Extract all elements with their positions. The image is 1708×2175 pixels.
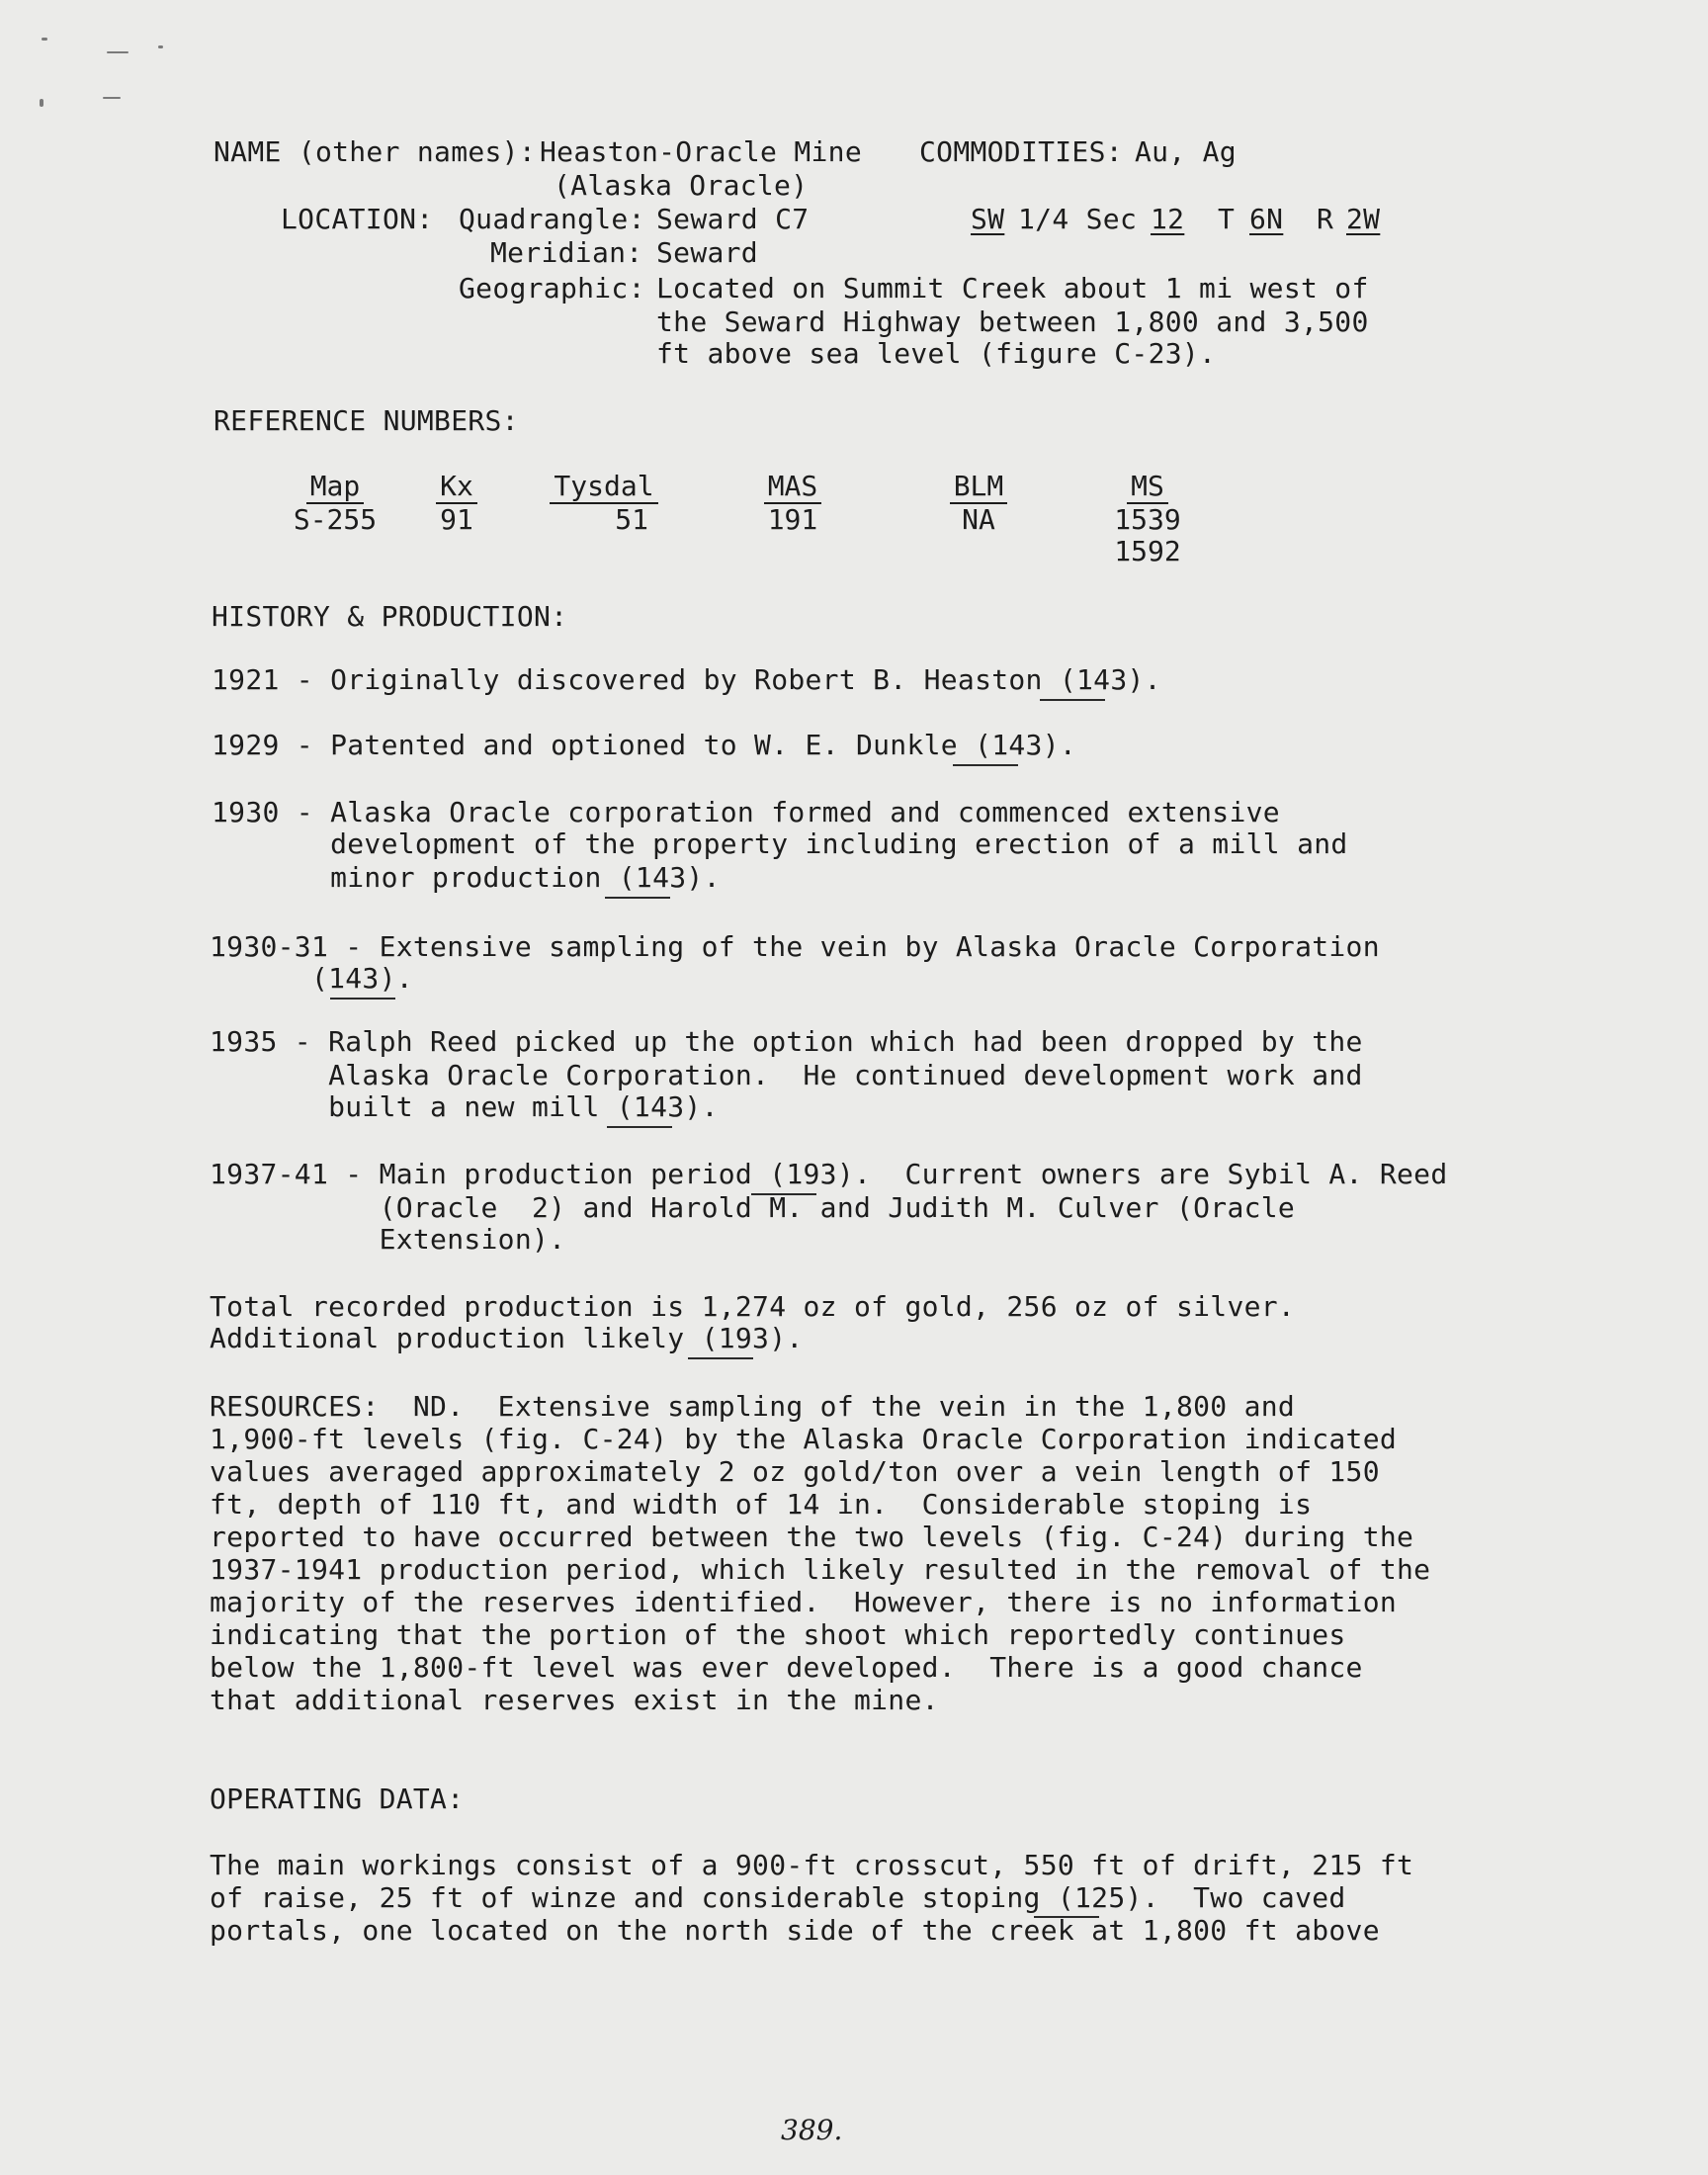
name-value: Heaston-Oracle Mine — [540, 135, 862, 168]
quarter-value: SW — [971, 203, 1005, 235]
reference-label: REFERENCE NUMBERS: — [214, 404, 519, 437]
history-entry: (143). — [210, 962, 413, 995]
total-production: Total recorded production is 1,274 oz of gold, 256 oz of silver. — [210, 1290, 1296, 1323]
resources-line: 1937-1941 production period, which likely resulted in the removal of the — [210, 1553, 1431, 1586]
range-value: 2W — [1346, 203, 1381, 235]
range-label: R — [1317, 203, 1334, 235]
scan-speck — [158, 45, 163, 48]
ref-header: Tysdal — [550, 471, 657, 504]
location-label: LOCATION: — [281, 203, 434, 235]
ref-value: 1539 — [1114, 503, 1181, 536]
scan-speck — [107, 51, 128, 53]
ref-value: S-255 — [293, 503, 378, 536]
resources-line: that additional reserves exist in the mine. — [210, 1684, 939, 1716]
ref-col-map — [283, 471, 387, 536]
ref-col-blm — [941, 471, 1016, 536]
ref-header: Map — [306, 471, 365, 504]
operating-line: The main workings consist of a 900-ft crosscut, 550 ft of drift, 215 ft — [210, 1849, 1414, 1881]
commodities-value: Au, Ag — [1135, 135, 1237, 168]
meridian-value: Seward — [656, 236, 758, 269]
citation-underline — [605, 897, 670, 899]
resources-line: values averaged approximately 2 oz gold/ton over a vein length of 150 — [210, 1455, 1380, 1488]
history-entry: 1935 - Ralph Reed picked up the option which had been dropped by the — [210, 1025, 1363, 1058]
operating-line: portals, one located on the north side of the creek at 1,800 ft above — [210, 1914, 1380, 1947]
history-entry: 1921 - Originally discovered by Robert B. Heaston (143). — [212, 663, 1161, 696]
quadrangle-value: Seward C7 — [656, 203, 810, 235]
citation-underline — [607, 1126, 672, 1128]
history-entry: Extension). — [210, 1223, 566, 1256]
history-entry: built a new mill (143). — [210, 1090, 719, 1123]
history-entry: minor production (143). — [212, 861, 721, 894]
history-entry: (Oracle 2) and Harold M. and Judith M. Culver (Oracle — [210, 1191, 1296, 1224]
ref-header: BLM — [950, 471, 1008, 504]
ref-header: Kx — [436, 471, 477, 504]
scan-speck — [40, 99, 43, 107]
scan-speck — [103, 97, 121, 99]
ref-value: 1592 — [1114, 535, 1181, 567]
citation-underline — [330, 998, 395, 1000]
history-entry: Alaska Oracle Corporation. He continued development work and — [210, 1059, 1363, 1091]
history-entry: development of the property including erection of a mill and — [212, 827, 1348, 860]
township-label: T — [1218, 203, 1236, 235]
ref-value: 191 — [767, 503, 818, 536]
total-production: Additional production likely (193). — [210, 1322, 804, 1354]
history-entry: 1937-41 - Main production period (193). Current owners are Sybil A. Reed — [210, 1158, 1448, 1190]
resources-line: RESOURCES: ND. Extensive sampling of the vein in the 1,800 and — [210, 1390, 1296, 1423]
history-label: HISTORY & PRODUCTION: — [212, 600, 568, 633]
quarter-text: 1/4 Sec — [1018, 203, 1138, 235]
other-name: (Alaska Oracle) — [554, 169, 809, 202]
history-entry: 1930 - Alaska Oracle corporation formed and commenced extensive — [212, 796, 1280, 828]
citation-underline — [953, 764, 1018, 766]
resources-line: indicating that the portion of the shoot which reportedly continues — [210, 1618, 1346, 1651]
ref-value: 51 — [615, 503, 648, 536]
operating-line: of raise, 25 ft of winze and considerable stoping (125). Two caved — [210, 1881, 1346, 1914]
history-entry: 1930-31 - Extensive sampling of the vein by Alaska Oracle Corporation — [210, 930, 1380, 963]
geographic-line: the Seward Highway between 1,800 and 3,500 — [656, 305, 1369, 338]
quadrangle-label: Quadrangle: — [459, 203, 645, 235]
geographic-label: Geographic: — [459, 272, 645, 304]
ref-value: 91 — [440, 503, 473, 536]
ref-col-tysdal — [550, 471, 658, 536]
ref-value: NA — [962, 503, 995, 536]
operating-label: OPERATING DATA: — [210, 1783, 465, 1815]
geographic-line: ft above sea level (figure C-23). — [656, 337, 1217, 370]
resources-line: below the 1,800-ft level was ever developed. There is a good chance — [210, 1651, 1363, 1684]
citation-underline — [1040, 699, 1105, 701]
resources-line: reported to have occurred between the two levels (fig. C-24) during the — [210, 1521, 1414, 1553]
history-entry: 1929 - Patented and optioned to W. E. Dunkle (143). — [212, 729, 1077, 761]
ref-header: MAS — [764, 471, 822, 504]
ref-col-mas — [757, 471, 828, 536]
meridian-label: Meridian: — [490, 236, 643, 269]
name-label: NAME (other names): — [214, 135, 536, 168]
resources-line: 1,900-ft levels (fig. C-24) by the Alaska Oracle Corporation indicated — [210, 1423, 1398, 1455]
resources-line: ft, depth of 110 ft, and width of 14 in. Considerable stoping is — [210, 1488, 1313, 1521]
citation-underline — [688, 1357, 753, 1359]
section-value: 12 — [1151, 203, 1185, 235]
commodities-label: COMMODITIES: — [919, 135, 1123, 168]
township-value: 6N — [1249, 203, 1284, 235]
ref-header: MS — [1127, 471, 1168, 504]
resources-line: majority of the reserves identified. However, there is no information — [210, 1586, 1398, 1618]
page-number: 389. — [781, 2114, 843, 2146]
ref-col-kx — [425, 471, 488, 536]
scan-speck — [42, 38, 47, 41]
geographic-line: Located on Summit Creek about 1 mi west of — [656, 272, 1369, 304]
ref-col-ms — [1107, 471, 1188, 567]
